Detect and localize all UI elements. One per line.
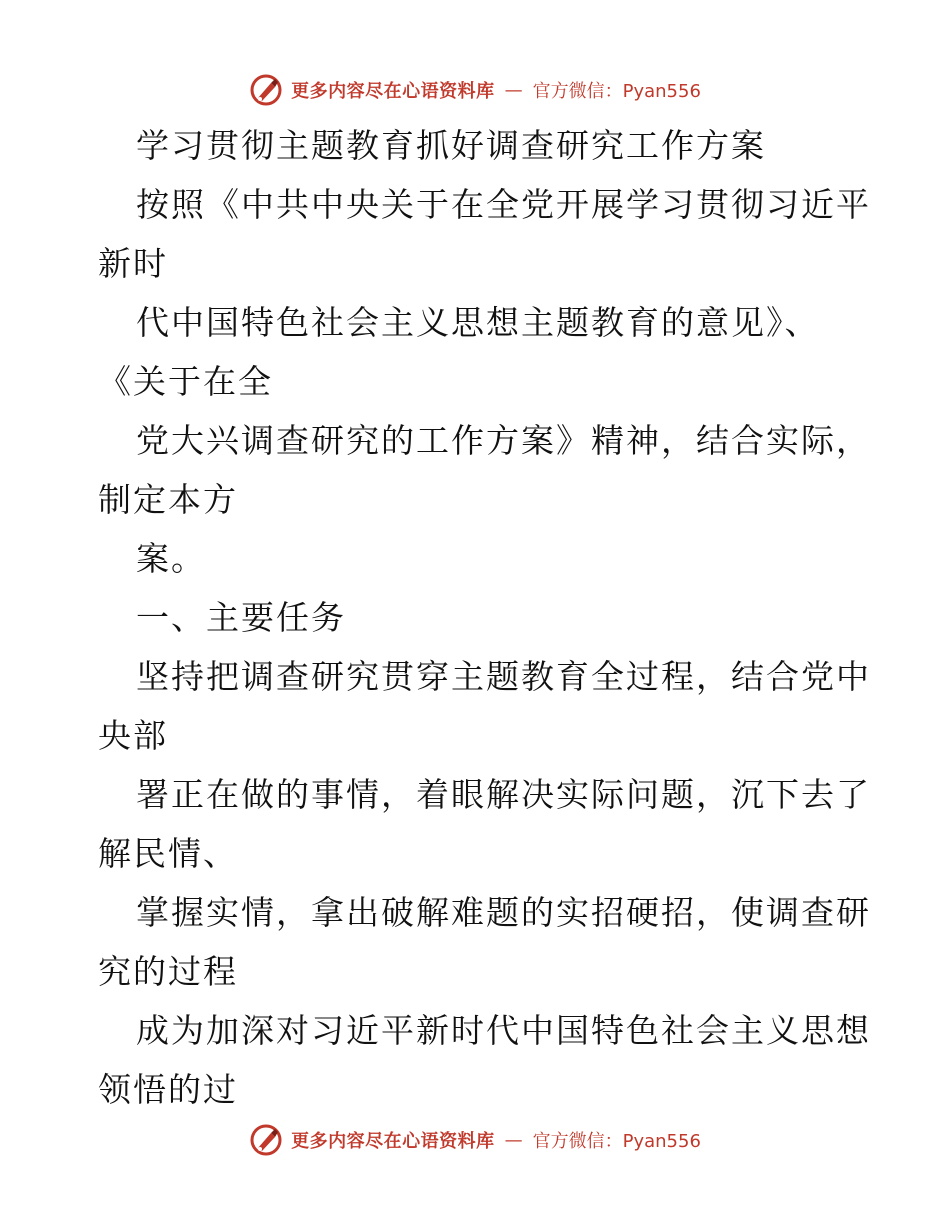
text-line: 掌握实情，拿出破解难题的实招硬招，使调查研 [136, 893, 871, 932]
text-line: 坚持把调查研究贯穿主题教育全过程，结合党中 [136, 657, 871, 696]
banner-wechat: 官方微信：Pyan556 [532, 1131, 701, 1152]
text-line: 代中国特色社会主义思想主题教育的意见》、 [136, 303, 820, 342]
text-line: 案。 [136, 539, 206, 578]
text-line: 领悟的过 [98, 1070, 238, 1109]
banner-dash: — [504, 79, 523, 101]
text-line: 《关于在全 [98, 362, 273, 401]
banner-dash: — [504, 1129, 523, 1151]
banner-wechat: 官方微信：Pyan556 [532, 81, 701, 102]
text-line: 署正在做的事情，着眼解决实际问题，沉下去了 [136, 775, 871, 814]
text-line: 党大兴调查研究的工作方案》精神，结合实际， [136, 421, 871, 460]
text-line: 央部 [98, 716, 168, 755]
pen-logo-icon [249, 73, 283, 107]
text-line: 成为加深对习近平新时代中国特色社会主义思想 [136, 1011, 871, 1050]
header-banner [0, 70, 950, 110]
text-line: 新时 [98, 244, 168, 283]
text-line: 解民情、 [98, 834, 238, 873]
section-heading: 一、主要任务 [136, 598, 346, 637]
document-body [98, 116, 871, 1119]
banner-title: 更多内容尽在心语资料库 [291, 1131, 495, 1152]
banner-title: 更多内容尽在心语资料库 [291, 81, 495, 102]
pen-logo-icon [249, 1123, 283, 1157]
footer-banner [0, 1120, 950, 1160]
text-line: 按照《中共中央关于在全党开展学习贯彻习近平 [136, 185, 871, 224]
text-line: 制定本方 [98, 480, 238, 519]
text-line: 究的过程 [98, 952, 238, 991]
text-line: 学习贯彻主题教育抓好调查研究工作方案 [136, 126, 766, 165]
